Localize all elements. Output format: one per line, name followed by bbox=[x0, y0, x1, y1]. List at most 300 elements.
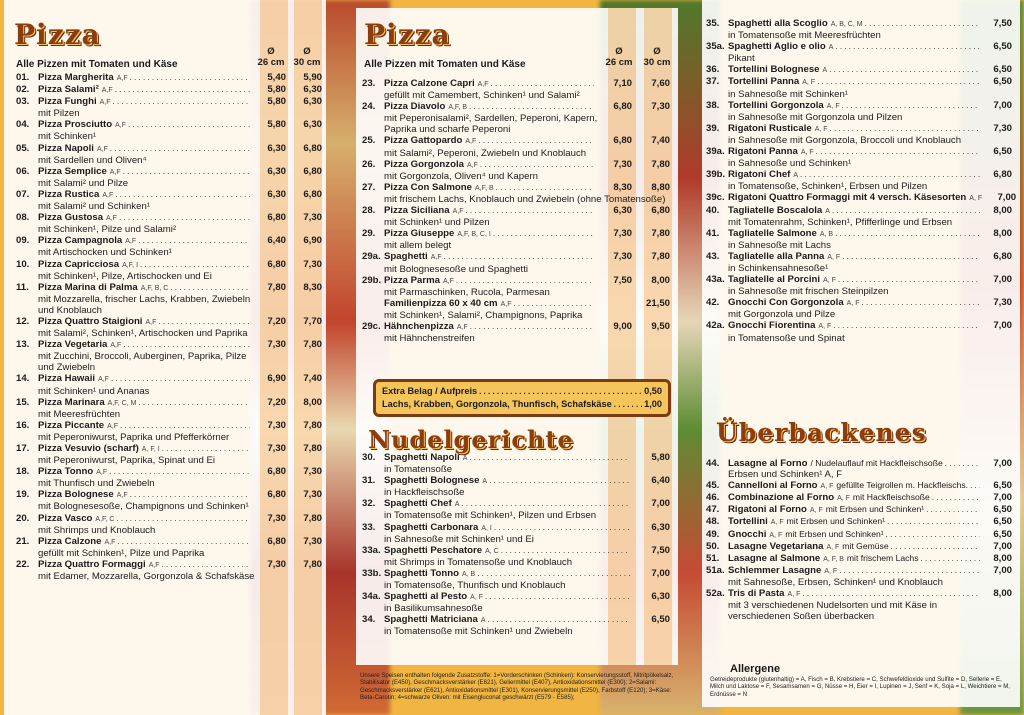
item-description: mit allem belegt bbox=[384, 240, 452, 252]
price: 6,50 bbox=[993, 76, 1012, 88]
allergen-codes: A,F, B, C, I bbox=[457, 231, 491, 239]
menu-item bbox=[706, 504, 1012, 516]
allergen-codes: A, F bbox=[846, 300, 860, 308]
item-description: mit Mozzarella, frischer Lachs, Krabben, Zwiebeln bbox=[38, 293, 251, 305]
item-number: 11. bbox=[16, 281, 29, 293]
dot-leader bbox=[123, 339, 250, 350]
allergen-codes: A, F bbox=[770, 519, 784, 527]
price: 6,50 bbox=[993, 41, 1012, 53]
item-description: gefüllt mit Schinken¹, Pilze und Paprika bbox=[38, 547, 205, 559]
item-description: mit 3 verschiedenen Nudelsorten und mit Käse in bbox=[728, 600, 938, 612]
item-name: Pizza Napoli bbox=[38, 142, 94, 154]
item-name: Tortellini Bolognese bbox=[728, 64, 820, 76]
menu-item-row bbox=[16, 259, 322, 271]
item-name: Tagliatelle alla Panna bbox=[728, 250, 825, 262]
item-description: mit Bolognesesoße, Champignons und Schinken¹ bbox=[38, 501, 249, 513]
item-name: Gnocchi Fiorentina bbox=[728, 320, 816, 332]
menu-item-row bbox=[706, 541, 1012, 553]
price-26cm: 6,80 bbox=[267, 466, 286, 478]
dot-leader bbox=[491, 78, 594, 89]
allergen-codes: A,F, C, M bbox=[107, 399, 137, 407]
price-26cm: 7,80 bbox=[267, 281, 286, 293]
price: 7,00 bbox=[993, 274, 1012, 286]
item-description: mit Bolognesesoße und Spaghetti bbox=[384, 263, 528, 275]
menu-item bbox=[706, 492, 1012, 504]
item-number: 35a. bbox=[706, 41, 725, 53]
price-26cm: 7,10 bbox=[613, 78, 632, 89]
menu-item bbox=[706, 541, 1012, 553]
item-number: 51a. bbox=[706, 564, 725, 576]
dot-leader bbox=[816, 146, 980, 157]
item-description: in Sahnesoße und Schinken¹ bbox=[728, 158, 852, 170]
item-description: mit Parmaschinken, Rucola, Parmesan bbox=[384, 286, 550, 298]
price-26cm: 6,80 bbox=[613, 135, 632, 147]
menu-item bbox=[16, 189, 322, 212]
item-name: Tortellini Panna bbox=[728, 76, 800, 88]
item-name: Pizza Quattro Formaggi bbox=[38, 558, 146, 570]
menu-item-row bbox=[16, 189, 322, 201]
menu-item-row bbox=[16, 466, 322, 478]
item-description: in Schinkensahnesoße¹ bbox=[728, 262, 829, 274]
price-30cm: 8,80 bbox=[651, 181, 670, 193]
price-26cm: 7,50 bbox=[613, 274, 632, 286]
menu-item bbox=[362, 591, 670, 614]
allergen-codes: A bbox=[480, 617, 486, 625]
dot-leader bbox=[926, 504, 980, 515]
allergen-codes: A, B bbox=[819, 230, 834, 238]
menu-item-row bbox=[362, 298, 670, 310]
price-30cm: 7,40 bbox=[651, 135, 670, 147]
item-description: in Sahnesoße mit frischen Steinpilzen bbox=[728, 286, 889, 298]
item-number: 21. bbox=[16, 535, 30, 547]
allergen-codes: A,F bbox=[106, 215, 117, 223]
item-number: 42a. bbox=[706, 320, 725, 332]
price: 6,40 bbox=[651, 475, 670, 487]
item-number: 33. bbox=[362, 521, 376, 533]
dot-leader bbox=[932, 492, 980, 503]
item-description: mit Meeresfrüchten bbox=[38, 408, 121, 420]
ueberbackenes-list bbox=[706, 458, 1012, 622]
item-extra: mit Erbsen und Schinken¹ bbox=[786, 516, 886, 527]
item-description: in Sahnesoße mit Gorgonzola und Pilzen bbox=[728, 111, 903, 123]
item-description: und Zwiebeln bbox=[38, 362, 96, 374]
allergen-codes: A,F, B bbox=[474, 184, 494, 192]
dot-leader bbox=[128, 119, 250, 130]
menu-item bbox=[706, 274, 1012, 297]
item-number: 29. bbox=[362, 228, 376, 240]
price: 6,50 bbox=[993, 146, 1012, 158]
menu-item-row bbox=[706, 169, 1012, 181]
menu-item-row bbox=[16, 420, 322, 432]
price-26cm: 7,30 bbox=[613, 158, 632, 170]
price-26cm: 5,40 bbox=[267, 72, 286, 83]
price-26cm: 7,30 bbox=[613, 228, 632, 240]
price: 7,50 bbox=[993, 18, 1012, 29]
menu-item bbox=[362, 182, 670, 205]
menu-item-row bbox=[706, 320, 1012, 332]
allergen-codes: A, F bbox=[826, 543, 840, 551]
menu-item-row bbox=[362, 321, 670, 333]
item-number: 35. bbox=[706, 18, 720, 29]
allergen-codes: A,F bbox=[98, 376, 109, 384]
allergen-codes: A, F bbox=[824, 567, 838, 575]
menu-item bbox=[362, 321, 670, 344]
item-name: Rigatoni Quattro Formaggi mit 4 versch. Käsesorten bbox=[728, 192, 967, 204]
item-description: in Tomatensoße bbox=[384, 464, 453, 476]
menu-item-row bbox=[16, 489, 322, 501]
dot-leader bbox=[113, 96, 250, 107]
allergen-codes: A, F bbox=[823, 277, 836, 285]
col-header-30cm-2: Ø 30 cm bbox=[643, 46, 671, 68]
item-name: Familienpizza 60 x 40 cm bbox=[384, 297, 498, 309]
price-30cm: 7,30 bbox=[303, 535, 322, 547]
price-26cm: 6,80 bbox=[267, 212, 286, 224]
item-number: 28. bbox=[362, 205, 376, 217]
dot-leader bbox=[501, 545, 630, 556]
item-description: mit Zucchini, Broccoli, Auberginen, Paprika, Pilze bbox=[38, 351, 247, 363]
menu-item-row bbox=[706, 146, 1012, 158]
price-30cm: 7,40 bbox=[303, 373, 322, 385]
allergen-codes: A, F bbox=[470, 594, 484, 602]
allergen-codes: A bbox=[828, 44, 834, 52]
dot-leader bbox=[865, 18, 980, 29]
dot-leader bbox=[465, 205, 594, 216]
item-number: 05. bbox=[16, 142, 30, 154]
allergen-codes: A bbox=[822, 67, 828, 75]
price-26cm: 6,40 bbox=[267, 235, 286, 247]
item-description: in Tomatensoße, Thunfisch und Knoblauch bbox=[384, 580, 566, 592]
item-name: Pizza Marina di Palma bbox=[38, 281, 138, 293]
item-number: 08. bbox=[16, 212, 30, 224]
price-30cm: 7,30 bbox=[303, 466, 322, 478]
price-30cm: 7,80 bbox=[651, 251, 670, 263]
dot-leader bbox=[891, 541, 980, 552]
pizza-list-1 bbox=[16, 72, 322, 582]
menu-item-row bbox=[706, 192, 1017, 204]
item-description: in Hackfleischsoße bbox=[384, 487, 465, 499]
item-number: 06. bbox=[16, 165, 30, 177]
allergen-codes: A,F, I bbox=[122, 261, 139, 269]
price-26cm: 6,30 bbox=[613, 205, 632, 217]
item-name: Spaghetti bbox=[384, 251, 428, 263]
item-name: Pizza Quattro Staigioni bbox=[38, 315, 143, 327]
menu-item-row bbox=[16, 282, 322, 294]
dot-leader bbox=[123, 166, 250, 177]
item-extra: gefüllte Teigrollen m. Hackfleischs. bbox=[836, 480, 969, 491]
menu-item-row bbox=[706, 529, 1012, 541]
menu-item bbox=[362, 614, 670, 637]
dot-leader bbox=[138, 235, 250, 246]
dot-leader bbox=[835, 41, 980, 52]
dot-leader bbox=[469, 452, 630, 463]
menu-item bbox=[16, 143, 322, 166]
menu-item-row bbox=[362, 498, 670, 510]
item-description: in Tomatensoße und Spinat bbox=[728, 332, 845, 344]
menu-item bbox=[16, 489, 322, 512]
price-26cm: 6,90 bbox=[267, 373, 286, 385]
price-30cm: 9,50 bbox=[651, 320, 670, 332]
menu-item-row bbox=[706, 553, 1012, 565]
price-30cm: 8,30 bbox=[303, 281, 322, 293]
menu-item bbox=[706, 228, 1012, 251]
menu-item-row bbox=[16, 443, 322, 455]
item-description: mit Salami², Schinken¹, Artischocken und Paprika bbox=[38, 328, 248, 340]
allergen-codes: A,F bbox=[443, 277, 454, 285]
menu-item bbox=[16, 373, 322, 396]
dot-leader bbox=[829, 64, 980, 75]
item-description: mit Salami² und Schinken¹ bbox=[38, 201, 150, 213]
dot-leader bbox=[116, 513, 250, 524]
allergen-codes: A, F bbox=[809, 507, 823, 515]
extra-price-1: 0,50 bbox=[644, 386, 662, 396]
menu-item bbox=[706, 251, 1012, 274]
item-number: 18. bbox=[16, 466, 30, 478]
menu-item-row bbox=[706, 205, 1012, 217]
item-number: 47. bbox=[706, 504, 720, 516]
item-name: Spaghetti Peschatore bbox=[384, 544, 483, 556]
menu-item bbox=[362, 78, 670, 101]
item-name: Gnocchi Con Gorgonzola bbox=[728, 297, 844, 309]
item-description: in Tomatensoße mit Schinken¹ und Zwiebeln bbox=[384, 626, 573, 638]
item-description: Paprika und scharfe Peperoni bbox=[384, 124, 511, 136]
dot-leader bbox=[162, 559, 250, 570]
allergen-codes: A,F bbox=[104, 538, 116, 546]
item-name: Lasagne al Forno bbox=[728, 458, 808, 469]
menu-item-row bbox=[362, 135, 670, 147]
dot-leader bbox=[478, 135, 594, 146]
menu-item bbox=[362, 545, 670, 568]
dot-leader bbox=[493, 228, 594, 239]
dot-leader bbox=[830, 123, 980, 134]
item-number: 33a. bbox=[362, 544, 381, 556]
item-number: 25. bbox=[362, 135, 376, 147]
item-extra: mit Gemüse bbox=[842, 540, 889, 551]
col-header-26cm-2: Ø 26 cm bbox=[605, 46, 633, 68]
menu-item-row bbox=[706, 123, 1012, 135]
price-30cm: 6,30 bbox=[303, 96, 322, 108]
item-name: Rigatoni Rusticale bbox=[728, 122, 812, 134]
price-26cm: 6,30 bbox=[267, 142, 286, 154]
dot-leader bbox=[477, 568, 630, 579]
price-30cm: 6,90 bbox=[303, 235, 322, 247]
dot-leader bbox=[835, 228, 980, 239]
price: 7,00 bbox=[993, 458, 1012, 469]
item-number: 38. bbox=[706, 99, 720, 111]
allergen-codes: A,F bbox=[116, 75, 128, 82]
price-26cm: 7,30 bbox=[267, 419, 286, 431]
pizza-subtitle-1: Alle Pizzen mit Tomaten und Käse bbox=[16, 59, 178, 70]
menu-item-row bbox=[706, 100, 1012, 112]
dot-leader bbox=[513, 298, 594, 309]
price-30cm: 7,30 bbox=[303, 212, 322, 224]
item-number: 40. bbox=[706, 204, 720, 216]
price: 8,00 bbox=[993, 227, 1012, 239]
price: 7,00 bbox=[993, 99, 1012, 111]
item-number: 48. bbox=[706, 516, 720, 528]
item-name: Pizza Rustica bbox=[38, 188, 100, 200]
dot-leader bbox=[496, 182, 594, 193]
item-description: mit Edamer, Mozzarella, Gorgonzola & Schafskäse bbox=[38, 571, 255, 583]
price: 6,30 bbox=[651, 591, 670, 603]
allergen-codes: A bbox=[825, 207, 830, 215]
menu-item bbox=[16, 420, 322, 443]
pizza-title-2: Pizza bbox=[364, 18, 451, 51]
menu-item-row bbox=[16, 84, 322, 96]
menu-item bbox=[706, 553, 1012, 565]
item-name: Pizza Gattopardo bbox=[384, 135, 463, 147]
dot-leader bbox=[800, 169, 980, 180]
item-number: 14. bbox=[16, 373, 30, 385]
allergene-text: Getreideprodukte (glutenhaltig) = A, Fisch = B, Krebstiere = C, Schwefeldioxide und Sulfite = D, Sellerie = E, Milch und Laktose = F, Sesamsamen = G, Nüsse = H, Eier = I, Lupinen = J, Senf = K, Soja = L, Weichtiere = M, Erdnüsse = N bbox=[710, 676, 1010, 698]
allergen-codes: A, F bbox=[826, 102, 840, 110]
col-header-26cm-1: Ø 26 cm bbox=[257, 46, 285, 68]
menu-item-row bbox=[706, 492, 1012, 504]
dot-leader bbox=[494, 522, 630, 533]
allergen-codes: A, F, B bbox=[823, 555, 844, 563]
item-description: in Tomatensoße, Schinken¹, Erbsen und Pilzen bbox=[728, 181, 928, 193]
item-name: Pizza Piccante bbox=[38, 419, 105, 431]
price-30cm: 7,30 bbox=[651, 101, 670, 113]
allergen-codes: A,F bbox=[115, 122, 126, 130]
menu-item-row bbox=[16, 316, 322, 328]
price: 6,50 bbox=[993, 516, 1012, 528]
menu-item-row bbox=[362, 591, 670, 603]
item-number: 34. bbox=[362, 614, 376, 626]
menu-item-row bbox=[706, 565, 1012, 577]
item-description: und Knoblauch bbox=[38, 304, 103, 316]
allergen-codes: A,F bbox=[145, 318, 157, 326]
price: 6,50 bbox=[993, 528, 1012, 540]
menu-item bbox=[16, 339, 322, 373]
price-26cm: 7,20 bbox=[267, 396, 286, 408]
allergen-codes: A,F, B, C bbox=[140, 284, 169, 292]
menu-item-row bbox=[706, 64, 1012, 76]
allergen-codes: A,F bbox=[101, 87, 113, 95]
allergen-codes: A, B, C, M bbox=[830, 21, 863, 28]
price-26cm: 7,30 bbox=[267, 558, 286, 570]
item-number: 30. bbox=[362, 452, 376, 463]
item-number: 07. bbox=[16, 188, 30, 200]
menu-item-row bbox=[16, 559, 322, 571]
item-number: 03. bbox=[16, 96, 30, 108]
item-name: Cannelloni al Forno bbox=[728, 480, 818, 492]
allergen-codes: A,F bbox=[116, 492, 128, 500]
menu-item bbox=[16, 443, 322, 466]
item-description: mit Peperonisalami², Sardellen, Peperoni, Kapern, bbox=[384, 113, 598, 125]
item-name: Lasagne Vegetariana bbox=[728, 540, 824, 552]
menu-item-row bbox=[16, 212, 322, 224]
menu-item-row bbox=[16, 166, 322, 178]
menu-item-row bbox=[16, 72, 322, 84]
item-description: mit Shrimps und Knoblauch bbox=[38, 524, 156, 536]
price: 6,50 bbox=[993, 64, 1012, 76]
item-name: Pizza Parma bbox=[384, 274, 440, 286]
item-extra: mit Erbsen und Schinken¹ bbox=[785, 528, 884, 539]
menu-item bbox=[16, 559, 322, 582]
item-description: mit Salami² und Pilze bbox=[38, 177, 129, 189]
menu-item bbox=[362, 452, 670, 475]
menu-item bbox=[362, 522, 670, 545]
item-name: Spaghetti Matriciana bbox=[384, 614, 478, 626]
menu-item bbox=[706, 480, 1012, 492]
item-description: mit Schinken¹, Salami², Champignons, Paprika bbox=[384, 309, 583, 321]
item-number: 29b. bbox=[362, 274, 382, 286]
menu-item-row bbox=[362, 101, 670, 113]
allergen-codes: A bbox=[482, 478, 488, 486]
menu-item-row bbox=[362, 614, 670, 626]
item-description: mit Shrimps in Tomatensoße und Knoblauch bbox=[384, 556, 573, 568]
item-number: 13. bbox=[16, 339, 30, 351]
menu-item bbox=[706, 64, 1012, 76]
menu-item-row bbox=[16, 119, 322, 131]
ueberbackenes-title: Überbackenes bbox=[716, 418, 927, 447]
allergen-codes: A,F bbox=[110, 342, 122, 350]
dot-leader bbox=[138, 397, 250, 408]
allergen-codes: A,F bbox=[466, 161, 478, 169]
menu-item bbox=[706, 458, 1012, 480]
menu-item-row bbox=[362, 182, 670, 194]
item-name: Pizza Vegetaria bbox=[38, 339, 108, 351]
item-name: Pizza Gorgonzola bbox=[384, 158, 464, 170]
menu-item-row bbox=[706, 251, 1012, 263]
item-number: 23. bbox=[362, 78, 376, 89]
price-26cm: 6,30 bbox=[267, 188, 286, 200]
dot-leader bbox=[110, 143, 250, 154]
item-name: Rigatoni Chef bbox=[728, 169, 791, 181]
item-number: 22. bbox=[16, 558, 30, 570]
menu-item-row bbox=[706, 516, 1012, 528]
menu-item-row bbox=[362, 251, 670, 263]
menu-item bbox=[362, 135, 670, 158]
menu-item bbox=[706, 192, 1017, 204]
menu-item-row bbox=[706, 588, 1012, 600]
price-30cm: 7,80 bbox=[651, 158, 670, 170]
allergen-codes: A, F, I bbox=[141, 446, 160, 453]
item-description: Erbsen und Schinken¹ A, F bbox=[728, 469, 843, 481]
item-name: Pizza Vasco bbox=[38, 512, 93, 524]
item-number: 49. bbox=[706, 528, 720, 540]
price: 7,00 bbox=[997, 192, 1017, 204]
price: 7,30 bbox=[993, 122, 1012, 134]
dot-leader bbox=[485, 591, 630, 602]
item-name: Pizza Campagnola bbox=[38, 235, 123, 247]
price-30cm: 7,30 bbox=[303, 489, 322, 501]
menu-item bbox=[362, 251, 670, 274]
item-number: 43a. bbox=[706, 274, 725, 286]
item-number: 10. bbox=[16, 258, 30, 270]
item-name: Pizza Giuseppe bbox=[384, 228, 455, 240]
price-30cm: 7,80 bbox=[303, 419, 322, 431]
item-name: Pizza Diavolo bbox=[384, 101, 446, 113]
allergen-codes: A,F bbox=[107, 422, 119, 430]
item-name: Spaghetti Aglio e olio bbox=[728, 41, 826, 53]
item-name: Tagliatelle Boscalola bbox=[728, 204, 823, 216]
dot-leader bbox=[170, 282, 250, 293]
item-description: mit Artischocken und Schinken¹ bbox=[38, 247, 172, 259]
menu-item bbox=[706, 123, 1012, 146]
menu-item-row bbox=[362, 568, 670, 580]
item-number: 12. bbox=[16, 315, 30, 327]
item-description: in Sahnesoße mit Schinken¹ und Ei bbox=[384, 533, 534, 545]
price-30cm: 6,30 bbox=[303, 84, 322, 96]
price-30cm: 21,50 bbox=[645, 297, 670, 309]
allergen-codes: A, B bbox=[461, 570, 476, 578]
item-number: 52a. bbox=[706, 588, 725, 600]
price-26cm: 5,80 bbox=[267, 84, 286, 96]
item-number: 39a. bbox=[706, 146, 725, 158]
price-26cm: 6,80 bbox=[267, 258, 286, 270]
item-name: Pizza Marinara bbox=[38, 396, 105, 408]
